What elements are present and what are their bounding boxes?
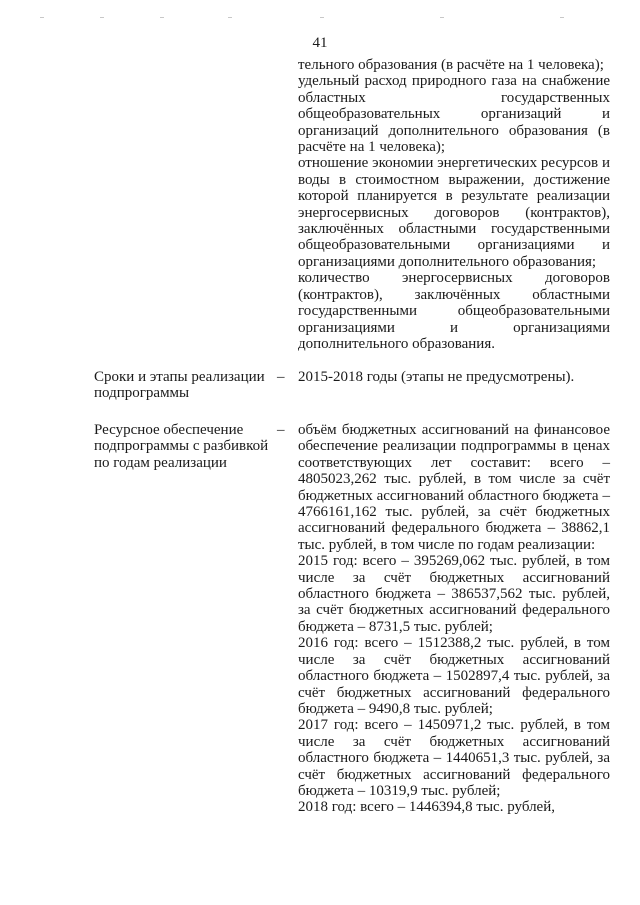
scan-mark [228, 17, 232, 18]
scan-mark [160, 17, 164, 18]
resources-text [298, 422, 610, 816]
scan-mark [100, 17, 104, 18]
indicator-paragraph: количество энергосервисных договоров (контрактов), заключённых областными государственными общеобразовательными организациями и организациями дополнительного образования. [298, 270, 610, 352]
terms-label: Сроки и этапы реализации подпрограммы [94, 369, 265, 402]
page-number: 41 [312, 35, 328, 51]
terms-value: 2015-2018 годы (этапы не предусмотрены). [298, 369, 575, 385]
resources-paragraph: 2018 год: всего – 1446394,8 тыс. рублей, [298, 799, 555, 816]
resources-dash: – [277, 422, 285, 438]
resources-paragraph: 2016 год: всего – 1512388,2 тыс. рублей, в том числе за счёт бюджетных ассигнований областного бюджета – 1502897,4 тыс. рублей, за счёт бюджетных ассигнований федерального бюджета – 9490,8 тыс. рублей; [298, 635, 610, 717]
indicator-paragraph: удельный расход природного газа на снабжение областных государственных общеобразовательных организаций и организаций дополнительного образования (в расчёте на 1 человека); [298, 73, 610, 156]
terms-dash: – [277, 369, 285, 385]
scan-mark [40, 17, 44, 18]
indicators-block [298, 57, 610, 352]
scan-mark [320, 17, 324, 18]
resources-paragraph: 2015 год: всего – 395269,062 тыс. рублей, в том числе за счёт бюджетных ассигнований областного бюджета – 386537,562 тыс. рублей, за счёт бюджетных ассигнований федерального бюджета – 8731,5 тыс. рублей; [298, 553, 610, 635]
scan-mark [560, 17, 564, 18]
resources-paragraph: объём бюджетных ассигнований на финансовое обеспечение реализации подпрограммы в ценах соответствующих лет составит: всего – 4805023,262 тыс. рублей, в том числе за счёт бюджетных ассигнований областного бюджета – 4766161,162 тыс. рублей, за счёт бюджетных ассигнований федерального бюджета – 38862,1 тыс. рублей, в том числе по годам реализации: [298, 422, 610, 553]
indicator-paragraph: тельного образования (в расчёте на 1 человека); [298, 57, 604, 73]
indicator-paragraph: отношение экономии энергетических ресурсов и воды в стоимостном выражении, достижение которой планируется в результате реализации энергосервисных договоров (контрактов), заключённых областными государственными общеобразовательными организациями и организациями дополнительного образования; [298, 155, 610, 270]
resources-paragraph: 2017 год: всего – 1450971,2 тыс. рублей, в том числе за счёт бюджетных ассигнований областного бюджета – 1440651,3 тыс. рублей, за счёт бюджетных ассигнований федерального бюджета – 10319,9 тыс. рублей; [298, 717, 610, 799]
scan-mark [440, 17, 444, 18]
resources-label: Ресурсное обеспечение подпрограммы с разбивкой по годам реализации [94, 422, 269, 471]
